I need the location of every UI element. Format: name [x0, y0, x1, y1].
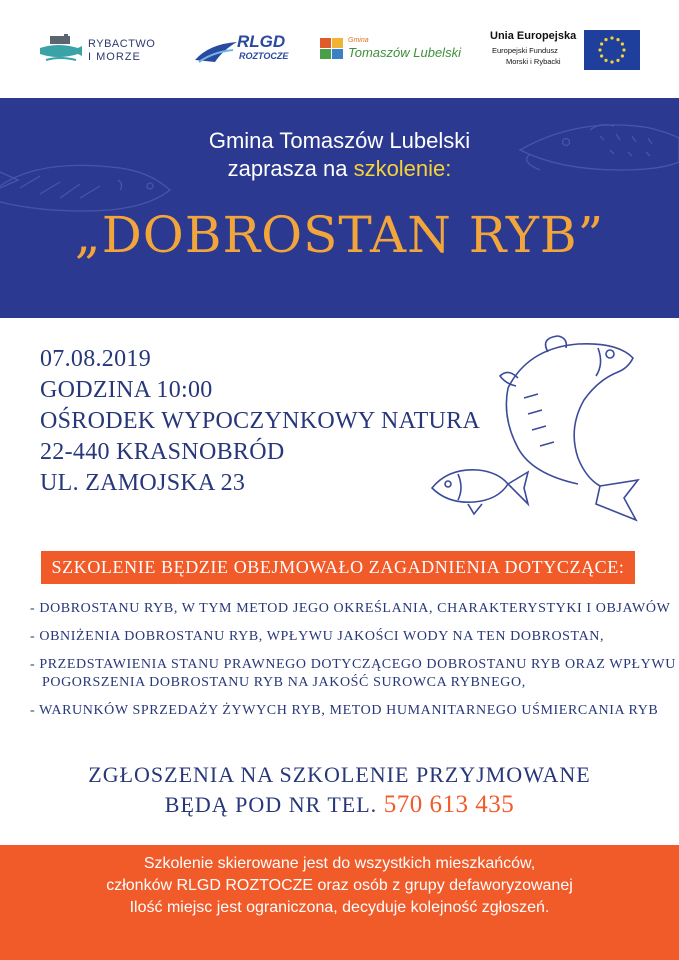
- banner-invitation: [0, 156, 679, 182]
- rlgd-logo-line2: ROZTOCZE: [239, 51, 289, 61]
- footer-line3: Ilość miejsc jest ograniczona, decyduje kolejność zgłoszeń.: [129, 899, 550, 916]
- header-banner: [0, 98, 679, 318]
- gmina-tomaszow-logo: [320, 36, 465, 66]
- rybactwo-i-morze-logo: [38, 30, 168, 70]
- topic-text-continuation: POGORSZENIA DOBROSTANU RYB NA JAKOŚĆ SUROWCA RYBNEGO,: [42, 675, 526, 690]
- list-item: [30, 702, 660, 720]
- eu-star-icon: [604, 38, 607, 41]
- gmina-logo-line2: Tomaszów Lubelski: [348, 45, 461, 60]
- eu-logo-line3: Morski i Rybacki: [506, 57, 561, 66]
- event-title: „DOBROSTAN RYB”: [74, 206, 605, 264]
- banner-invitation-highlight: szkolenie:: [353, 156, 452, 181]
- gmina-logo-line1: Gmina: [348, 37, 369, 44]
- event-time: GODZINA 10:00: [40, 377, 213, 403]
- registration-phone-prefix: BĘDĄ POD NR TEL.: [164, 792, 384, 817]
- event-street-address: UL. ZAMOJSKA 23: [40, 470, 246, 496]
- fish-illustration: [428, 328, 648, 528]
- logo-strip: [0, 0, 679, 98]
- registration-line2: [0, 790, 679, 820]
- eu-star-icon: [616, 59, 619, 62]
- eu-star-icon: [600, 54, 603, 57]
- registration-info: [0, 760, 679, 820]
- event-venue: OŚRODEK WYPOCZYNKOWY NATURA: [40, 408, 481, 434]
- eu-logo-line1: Unia Europejska: [490, 30, 577, 42]
- eu-star-icon: [622, 48, 625, 51]
- eu-star-icon: [610, 36, 613, 39]
- gmina-badge-icon: [320, 38, 344, 60]
- banner-invitation-prefix: zaprasza na: [227, 156, 354, 181]
- eu-flag-icon: [584, 30, 640, 70]
- rlgd-fish-icon: [195, 38, 239, 64]
- topics-heading: SZKOLENIE BĘDZIE OBEJMOWAŁO ZAGADNIENIA DOTYCZĄCE:: [41, 551, 635, 584]
- eu-star-icon: [621, 42, 624, 45]
- topics-list: [30, 600, 676, 730]
- event-postal-address: 22-440 KRASNOBRÓD: [40, 439, 285, 465]
- eu-star-icon: [621, 54, 624, 57]
- footer-banner: [0, 845, 679, 960]
- rlgd-logo-line1: RLGD: [237, 32, 286, 51]
- eu-star-icon: [616, 38, 619, 41]
- eu-star-icon: [600, 42, 603, 45]
- registration-line1: ZGŁOSZENIA NA SZKOLENIE PRZYJMOWANE: [88, 762, 591, 787]
- rybactwo-logo-line2: I MORZE: [88, 51, 141, 63]
- topic-text: - PRZEDSTAWIENIA STANU PRAWNEGO DOTYCZĄCEGO DOBROSTANU RYB ORAZ WPŁYWU: [30, 657, 676, 672]
- footer-line2: członków RLGD ROZTOCZE oraz osób z grupy defaworyzowanej: [106, 877, 573, 894]
- rybactwo-logo-line1: RYBACTWO: [88, 38, 156, 50]
- list-item: [30, 656, 676, 692]
- topic-text: - WARUNKÓW SPRZEDAŻY ŻYWYCH RYB, METOD HUMANITARNEGO UŚMIERCANIA RYB: [30, 703, 659, 718]
- topic-text: - OBNIŻENIA DOBROSTANU RYB, WPŁYWU JAKOŚCI WODY NA TEN DOBROSTAN,: [30, 629, 605, 644]
- eu-star-icon: [610, 60, 613, 63]
- eu-logo-line2: Europejski Fundusz: [492, 46, 558, 55]
- banner-organizer: Gmina Tomaszów Lubelski: [208, 128, 471, 153]
- list-item: [30, 600, 671, 618]
- rlgd-roztocze-logo: [195, 30, 295, 70]
- eu-logo: [488, 28, 644, 72]
- eu-star-icon: [598, 48, 601, 51]
- footer-line1: Szkolenie skierowane jest do wszystkich mieszkańców,: [143, 855, 536, 872]
- event-date: 07.08.2019: [40, 346, 151, 372]
- list-item: [30, 628, 660, 646]
- registration-phone-number: 570 613 435: [383, 791, 515, 818]
- topic-text: - DOBROSTANU RYB, W TYM METOD JEGO OKREŚLANIA, CHARAKTERYSTYKI I OBJAWÓW: [30, 601, 671, 616]
- eu-star-icon: [604, 59, 607, 62]
- rybactwo-fish-icon: [38, 34, 84, 66]
